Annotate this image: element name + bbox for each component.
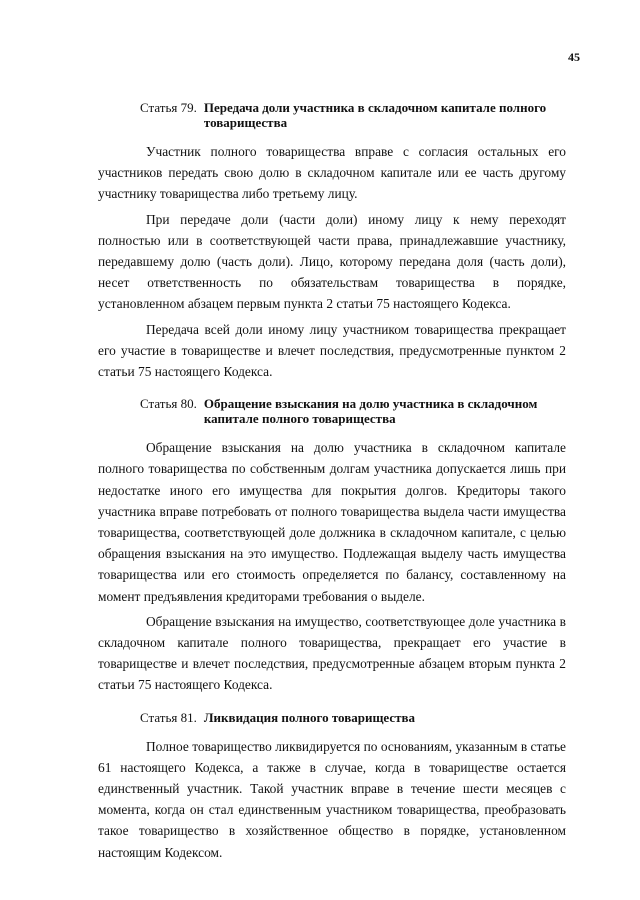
page-number: 45 [568,50,580,64]
article-title: Ликвидация полного товарищества [203,709,416,725]
paragraph: Обращение взыскания на долю участника в складочном капитале полного товарищества по собственным долгам участника допускается лишь при недостатке иного его имущества для покрытия долгов. Кредиторы такого участника вправе потребовать от полного товарищества выдела части имущества товарищества, соответствующей доле должника в складочном капитале, с целью обращения взыскания на это имущество. Подлежащая выделу часть имущества товарищества или его стоимость определяется по балансу, составленному на момент предъявления кредиторами требования о выделе. [98,440,566,604]
article-79-heading [140,100,566,130]
paragraph: При передаче доли (части доли) иному лицу к нему переходят полностью или в соответствующей части права, принадлежавшие участнику, передавшему долю (часть доли). Лицо, которому передана доля (часть доли), несет ответственность по обязательствам товарищества в порядке, установленном абзацем первым пункта 2 статьи 75 настоящего Кодекса. [98,211,566,312]
paragraph: Полное товарищество ликвидируется по основаниям, указанным в статье 61 настоящего Кодекса, а также в случае, когда в товариществе остается единственный участник. Такой участник вправе в течение шести месяцев с момента, когда он стал единственным участником товарищества, преобразовать такое товарищество в хозяйственное общество в порядке, установленном настоящим Кодексом. [98,738,566,860]
document-body [98,100,566,867]
article-title: Передача доли участника в складочном капитале полного товарищества [203,100,547,130]
article-81-heading [140,710,566,725]
article-number: Статья 79. [140,100,197,115]
article-number: Статья 81. [140,709,197,725]
article-title: Обращение взыскания на долю участника в складочном капитале полного товарищества [203,396,538,427]
paragraph: Обращение взыскания на имущество, соответствующее доле участника в складочном капитале полного товарищества, прекращает его участие в товариществе и влечет последствия, предусмотренные абзацем вторым пункта 2 статьи 75 настоящего Кодекса. [98,613,566,693]
article-80-heading [140,396,566,426]
paragraph: Передача всей доли иному лицу участником товарищества прекращает его участие в товариществе и влечет последствия, предусмотренные пунктом 2 статьи 75 настоящего Кодекса. [98,321,566,380]
paragraph: Участник полного товарищества вправе с согласия остальных его участников передать свою долю в складочном капитале или ее часть другому участнику товарищества либо третьему лицу. [98,144,566,202]
article-number: Статья 80. [140,396,197,412]
